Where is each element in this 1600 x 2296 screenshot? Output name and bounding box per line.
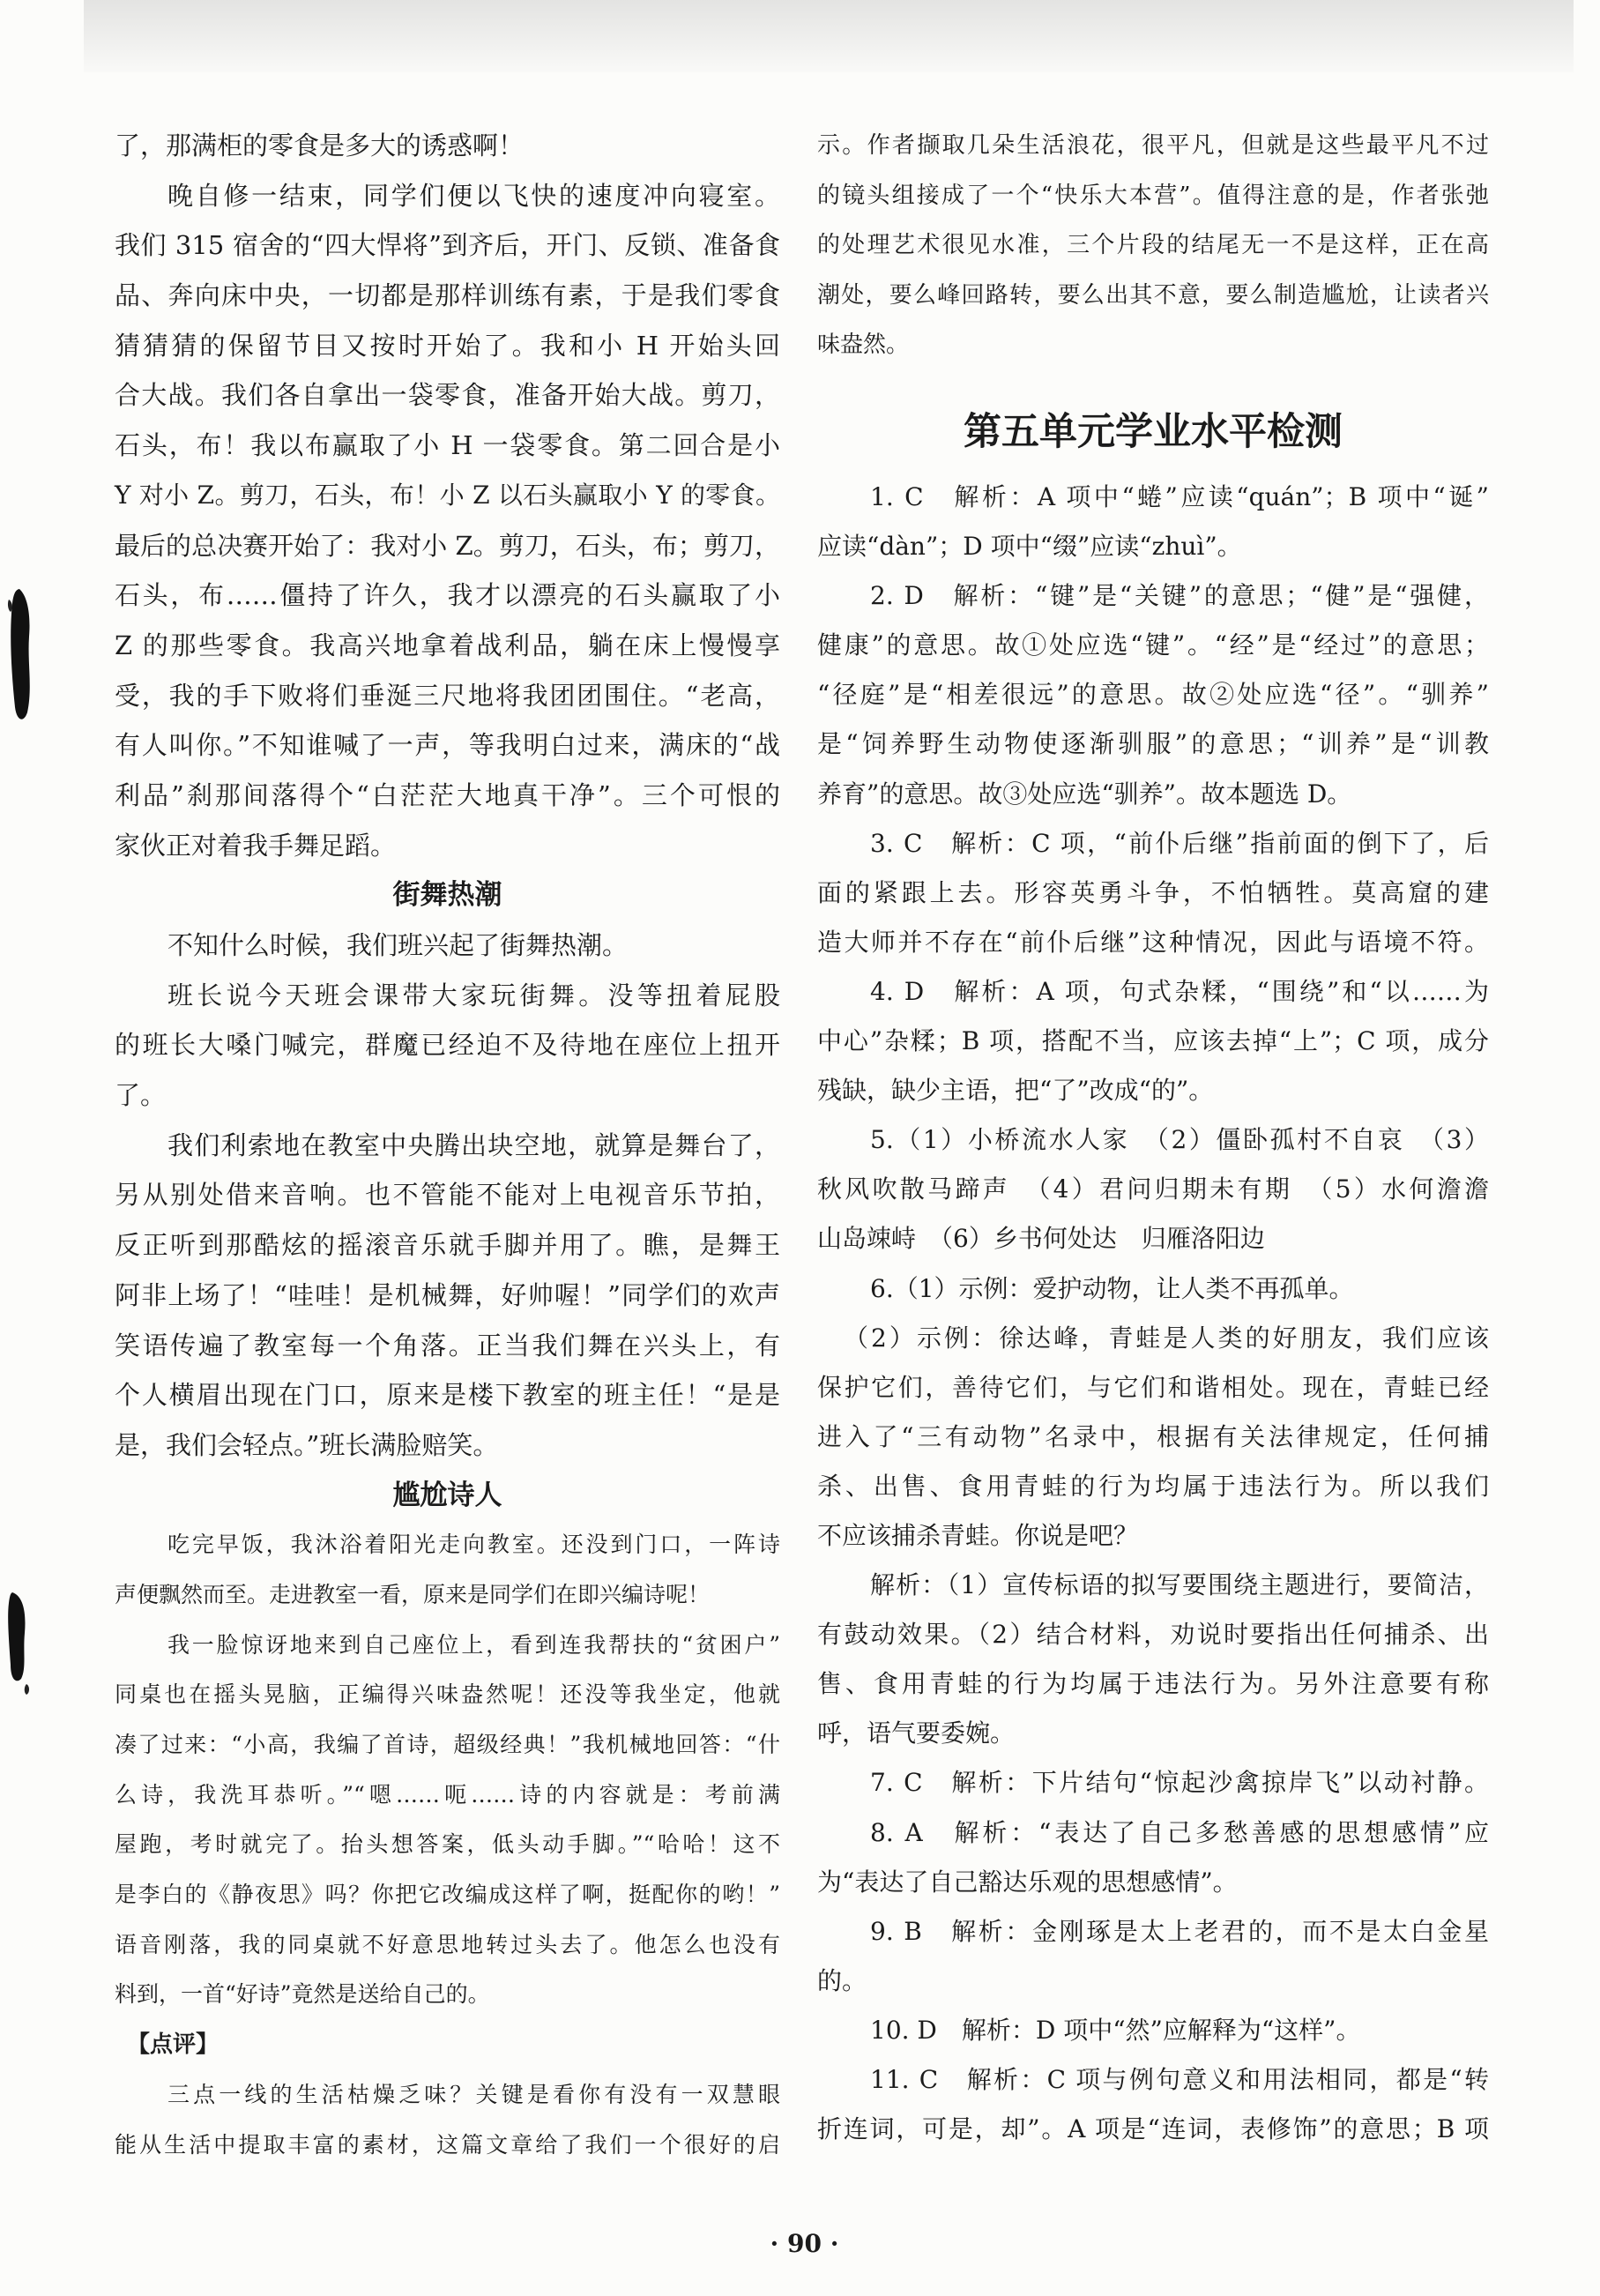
answer-line: 6.（1）示例：爱护动物，让人类不再孤单。	[870, 1273, 1354, 1303]
comment-line: 潮处，要么峰回路转，要么出其不意，要么制造尴尬，让读者兴	[817, 281, 1489, 309]
answer-line: 养育”的意思。故③处应选“驯养”。故本题选 D。	[817, 779, 1352, 809]
awkward-poet-line: 是李白的《静夜思》吗？你把它改编成这样了啊，挺配你的哟！”	[115, 1882, 780, 1908]
street-dance-line: 的班长大嗓门喊完，群魔已经迫不及待地在座位上扭开	[115, 1030, 780, 1061]
answer-line: 造大师并不存在“前仆后继”这种情况，因此与语境不符。	[817, 927, 1489, 957]
street-dance-line: 班长说今天班会课带大家玩街舞。没等扭着屁股	[167, 980, 780, 1010]
answer-line: 中心”杂糅；B 项，搭配不当，应该去掉“上”；C 项，成分	[817, 1026, 1489, 1056]
story-line: 晚自修一结束，同学们便以飞快的速度冲向寝室。	[167, 180, 780, 211]
answer-line: 1. C 解析：A 项中“蜷”应读“quán”；B 项中“诞”	[870, 482, 1489, 511]
section-title-awkward-poet: 尴尬诗人	[392, 1479, 502, 1511]
answer-line: 保护它们，善待它们，与它们和谐相处。现在，青蛙已经	[817, 1372, 1489, 1402]
awkward-poet-line: 我一脸惊讶地来到自己座位上，看到连我帮扶的“贫困户”	[167, 1631, 780, 1658]
story-line: 品、奔向床中央，一切都是那样训练有素，于是我们零食	[115, 280, 780, 311]
story-line: 合大战。我们各自拿出一袋零食，准备开始大战。剪刀，	[115, 380, 780, 411]
answer-line: （2）示例：徐达峰，青蛙是人类的好朋友，我们应该	[844, 1323, 1489, 1353]
answer-line: 8. A 解析：“表达了自己多愁善感的思想感情”应	[870, 1817, 1489, 1847]
story-line: 石头，布……僵持了许久，我才以漂亮的石头赢取了小	[115, 580, 780, 611]
answer-line: 折连词，可是，却”。A 项是“连词，表修饰”的意思；B 项	[817, 2114, 1489, 2144]
answer-line: 解析：（1）宣传标语的拟写要围绕主题进行，要简洁，	[870, 1570, 1489, 1600]
section-title-street-dance: 街舞热潮	[392, 879, 502, 912]
story-line: 有人叫你。”不知谁喊了一声，等我明白过来，满床的“战	[115, 730, 780, 761]
street-dance-line: 了。	[115, 1080, 167, 1111]
unit-test-header	[817, 401, 1489, 463]
story-line: 了，那满柜的零食是多大的诱惑啊！	[115, 130, 525, 160]
story-line: Z 的那些零食。我高兴地拿着战利品，躺在床上慢慢享	[115, 630, 780, 660]
street-dance-line: 个人横眉出现在门口，原来是楼下教室的班主任！“是是	[115, 1380, 780, 1411]
comment-line: 能从生活中提取丰富的素材，这篇文章给了我们一个很好的启	[115, 2131, 780, 2158]
answer-line: 售、食用青蛙的行为均属于违法行为。另外注意要有称	[817, 1669, 1489, 1699]
street-dance-line: 另从别处借来音响。也不管能不能对上电视音乐节拍，	[115, 1180, 780, 1211]
story-line: 利品”刹那间落得个“白茫茫大地真干净”。三个可恨的	[115, 779, 780, 810]
scan-shadow-band	[84, 0, 1574, 72]
story-line: Y 对小 Z。剪刀，石头，布！小 Z 以石头赢取小 Y 的零食。	[115, 480, 780, 510]
awkward-poet-line: 凑了过来：“小高，我编了首诗，超级经典！”我机械地回答：“什	[115, 1732, 780, 1757]
street-dance-line: 是，我们会轻点。”班长满脸赔笑。	[115, 1429, 499, 1460]
answer-line: 呼，语气要委婉。	[817, 1718, 1016, 1748]
scan-smudge	[0, 582, 53, 732]
answer-line: 不应该捕杀青蛙。你说是吧？	[817, 1520, 1139, 1550]
answer-line: 进入了“三有动物”名录中，根据有关法律规定，任何捕	[817, 1421, 1489, 1451]
awkward-poet-line: 同桌也在摇头晃脑，正编得兴味盎然呢！还没等我坐定，他就	[115, 1681, 780, 1708]
comment-line: 味盎然。	[817, 332, 910, 358]
answer-line: 健康”的意思。故①处应选“键”。“经”是“经过”的意思；	[817, 630, 1489, 660]
awkward-poet-line: 吃完早饭，我沐浴着阳光走向教室。还没到门口，一阵诗	[167, 1532, 780, 1558]
answer-list	[817, 473, 1489, 2154]
comment-line: 三点一线的生活枯燥乏味？关键是看你有没有一双慧眼	[167, 2081, 780, 2107]
street-dance-line: 不知什么时候，我们班兴起了街舞热潮。	[167, 930, 629, 960]
unit-test-title: 第五单元学业水平检测	[964, 410, 1343, 454]
answer-line: 杀、出售、食用青蛙的行为均属于违法行为。所以我们	[817, 1471, 1489, 1501]
answer-line: 11. C 解析：C 项与例句意义和用法相同，都是“转	[870, 2065, 1489, 2094]
street-dance-line: 阿非上场了！“哇哇！是机械舞，好帅喔！”同学们的欢声	[115, 1279, 780, 1310]
answer-line: “径庭”是“相差很远”的意思。故②处应选“径”。“驯养”	[817, 680, 1489, 710]
answer-line: 山岛竦峙 （6）乡书何处达 归雁洛阳边	[817, 1224, 1265, 1254]
answer-line: 秋风吹散马蹄声 （4）君问归期未有期 （5）水何澹澹	[817, 1174, 1489, 1204]
awkward-poet-line: 语音刚落，我的同桌就不好意思地转过头去了。他怎么也没有	[115, 1931, 780, 1957]
answer-line: 7. C 解析：下片结句“惊起沙禽掠岸飞”以动衬静。	[870, 1768, 1489, 1798]
street-dance-line: 反正听到那酷炫的摇滚音乐就手脚并用了。瞧，是舞王	[115, 1230, 780, 1261]
awkward-poet-line: 么诗，我洗耳恭听。”“嗯……呃……诗的内容就是：考前满	[115, 1781, 780, 1808]
answer-line: 5.（1）小桥流水人家 （2）僵卧孤村不自哀 （3）	[870, 1125, 1489, 1155]
story-line: 我们 315 宿舍的“四大悍将”到齐后，开门、反锁、准备食	[115, 230, 780, 261]
answer-line: 3. C 解析：C 项，“前仆后继”指前面的倒下了，后	[870, 828, 1489, 858]
scan-smudge	[0, 1587, 53, 1702]
answer-line: 9. B 解析：金刚琢是太上老君的，而不是太白金星	[870, 1916, 1489, 1946]
awkward-poet-line: 声便飘然而至。走进教室一看，原来是同学们在即兴编诗呢！	[115, 1581, 711, 1607]
awkward-poet-line: 屋跑，考时就完了。抬头想答案，低头动手脚。”“哈哈！这不	[115, 1831, 780, 1858]
left-column	[115, 121, 780, 2170]
awkward-poet-line: 料到，一首“好诗”竟然是送给自己的。	[115, 1981, 490, 2008]
page-number: · 90 ·	[770, 2229, 839, 2258]
comment-line: 示。作者撷取几朵生活浪花，很平凡，但就是这些最平凡不过	[817, 132, 1489, 159]
answer-line: 10. D 解析：D 项中“然”应解释为“这样”。	[870, 2015, 1361, 2045]
comment-line: 的镜头组接成了一个“快乐大本营”。值得注意的是，作者张弛	[817, 182, 1489, 209]
right-column-comment	[817, 121, 1489, 370]
street-dance-line: 我们利索地在教室中央腾出块空地，就算是舞台了，	[167, 1129, 780, 1160]
answer-line: 为“表达了自己豁达乐观的思想感情”。	[817, 1867, 1238, 1897]
answer-line: 2. D 解析：“键”是“关键”的意思；“健”是“强健，	[870, 581, 1489, 611]
story-line: 家伙正对着我手舞足蹈。	[115, 830, 397, 861]
answer-line: 4. D 解析：A 项，句式杂糅，“围绕”和“以……为	[870, 976, 1489, 1006]
answer-line: 有鼓动效果。（2）结合材料，劝说时要指出任何捕杀、出	[817, 1620, 1489, 1650]
answer-line: 是“饲养野生动物使逐渐驯服”的意思；“训养”是“训教	[817, 729, 1489, 759]
comment-label: 【点评】	[127, 2031, 220, 2059]
story-line: 石头，布！我以布赢取了小 H 一袋零食。第二回合是小	[115, 430, 780, 461]
story-line: 受，我的手下败将们垂涎三尺地将我团团围住。“老高，	[115, 680, 780, 711]
story-line: 猜猜猜的保留节目又按时开始了。我和小 H 开始头回	[115, 330, 780, 361]
answer-line: 残缺，缺少主语，把“了”改成“的”。	[817, 1076, 1214, 1106]
answer-line: 的。	[817, 1965, 867, 1995]
street-dance-line: 笑语传遍了教室每一个角落。正当我们舞在兴头上，有	[115, 1330, 780, 1360]
comment-line: 的处理艺术很见水准，三个片段的结尾无一不是这样，正在高	[817, 232, 1489, 258]
answer-line: 应读“dàn”；D 项中“缀”应读“zhuì”。	[817, 532, 1242, 562]
answer-line: 面的紧跟上去。形容英勇斗争，不怕牺牲。莫高窟的建	[817, 877, 1489, 907]
story-line: 最后的总决赛开始了：我对小 Z。剪刀，石头，布；剪刀，	[115, 530, 780, 561]
